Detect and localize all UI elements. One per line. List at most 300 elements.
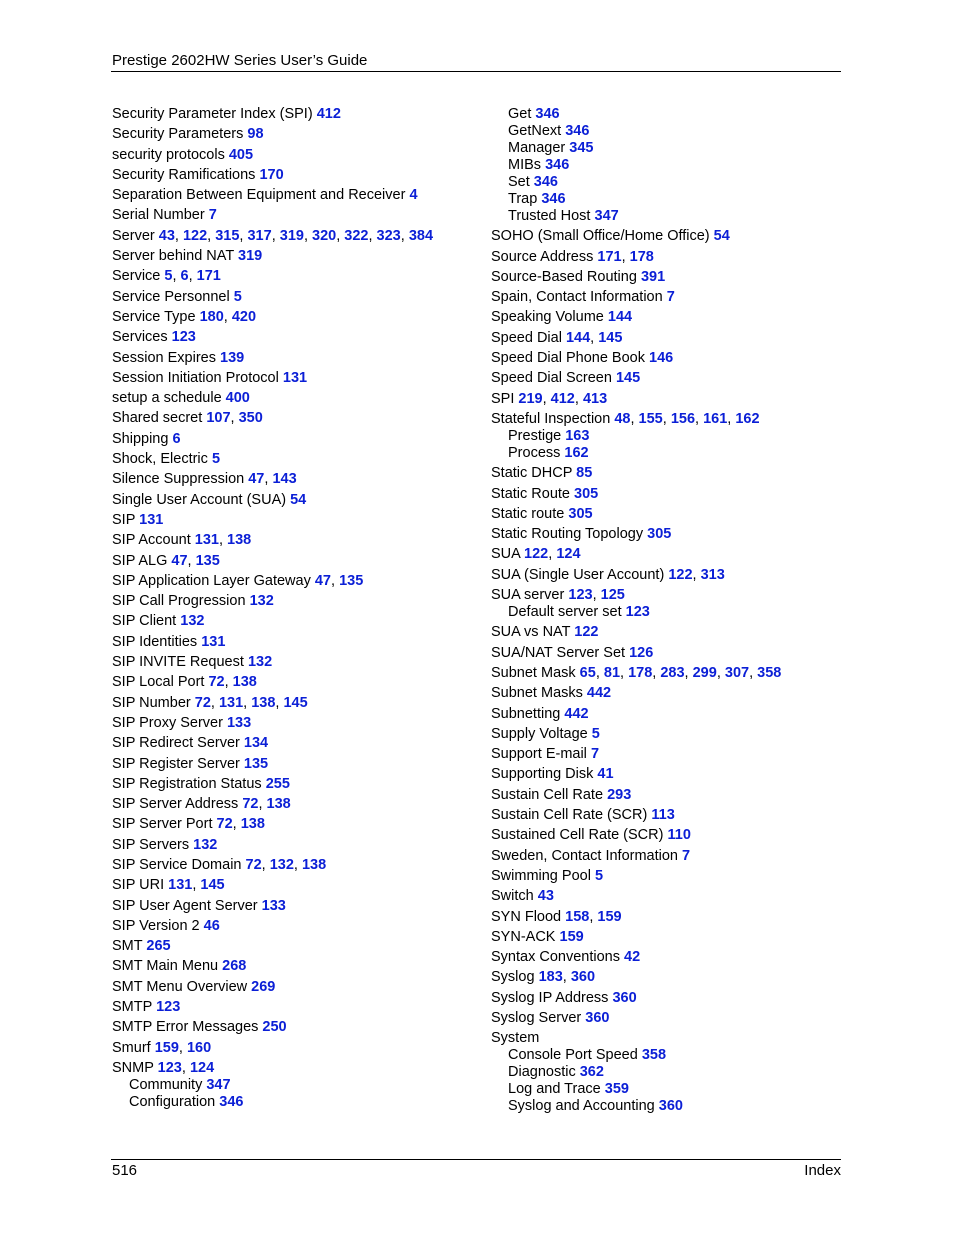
index-term: SIP (112, 511, 136, 528)
header-rule (111, 71, 841, 72)
page-link[interactable]: 122 (182, 227, 208, 244)
index-entry (491, 587, 841, 604)
page-link[interactable]: 159 (559, 928, 584, 945)
page-link[interactable]: 171 (196, 268, 221, 285)
index-entry (112, 999, 482, 1016)
index-term: SIP Registration Status (112, 775, 262, 792)
index-entry (491, 269, 841, 286)
index-term: Supporting Disk (491, 766, 594, 783)
page-link[interactable]: 134 (243, 735, 269, 752)
index-term: Set (508, 174, 530, 190)
page-refs (534, 174, 558, 190)
page-link[interactable]: 143 (272, 471, 297, 488)
page-link[interactable]: 132 (269, 856, 294, 873)
index-term: Security Parameters (112, 126, 244, 143)
index-term: Spain, Contact Information (491, 289, 663, 306)
index-entry (491, 506, 841, 523)
page-link[interactable]: 133 (226, 714, 252, 731)
page-link[interactable]: 161 (703, 410, 728, 427)
index-entry (491, 567, 841, 584)
page-link[interactable]: 138 (266, 796, 291, 813)
index-term: SUA (Single User Account) (491, 566, 665, 583)
page-link[interactable]: 293 (607, 786, 632, 803)
page-link[interactable]: 132 (193, 836, 218, 853)
index-term: Sustained Cell Rate (SCR) (491, 827, 664, 844)
page-link[interactable]: 250 (262, 1019, 287, 1036)
page-refs (651, 807, 674, 823)
index-entry (491, 827, 841, 844)
page-link[interactable]: 158 (565, 908, 590, 925)
page-link[interactable]: 122 (574, 624, 599, 641)
page-refs: 180, 420 (199, 308, 257, 325)
index-subentry (491, 1047, 841, 1064)
page-refs (250, 593, 274, 609)
page-refs: 47, 135 (314, 572, 364, 589)
index-term: SIP Client (112, 613, 177, 630)
page-link[interactable]: 46 (203, 917, 220, 934)
page-link[interactable]: 41 (597, 766, 614, 783)
page-link[interactable]: 159 (154, 1039, 179, 1056)
page-link[interactable]: 72 (194, 694, 211, 711)
page-link[interactable]: 123 (625, 604, 650, 621)
page-link[interactable]: 42 (624, 949, 641, 966)
page-refs: 48, 155, 156, 161, 162 (614, 410, 760, 427)
page-link[interactable]: 5 (594, 867, 604, 884)
page-link[interactable]: 7 (208, 207, 217, 224)
index-term: Separation Between Equipment and Receiver (112, 187, 406, 204)
index-subentry (491, 191, 841, 208)
page-link[interactable]: 131 (282, 369, 308, 386)
page-link[interactable]: 131 (194, 532, 219, 549)
page-link[interactable]: 162 (735, 410, 760, 427)
page-link[interactable]: 360 (658, 1098, 683, 1115)
page-refs (244, 735, 268, 751)
index-entry (112, 431, 482, 448)
page-refs (667, 289, 675, 305)
page-refs (682, 848, 690, 864)
page-link[interactable]: 131 (218, 694, 244, 711)
page-link[interactable]: 405 (228, 146, 254, 163)
page-refs: 107, 350 (206, 410, 263, 427)
page-link[interactable]: 85 (576, 465, 593, 482)
index-term: Syslog IP Address (491, 989, 609, 1006)
index-term: SIP User Agent Server (112, 897, 258, 914)
page-link[interactable]: 155 (638, 410, 663, 427)
page-link[interactable]: 391 (640, 268, 666, 285)
index-term: security protocols (112, 146, 225, 163)
index-entry (112, 776, 482, 793)
page-link[interactable]: 43 (158, 227, 175, 244)
page-link[interactable]: 65 (579, 664, 596, 681)
page-link[interactable]: 139 (220, 349, 245, 366)
page-link[interactable]: 135 (243, 755, 269, 772)
page-link[interactable]: 54 (290, 491, 307, 508)
index-entry (112, 958, 482, 975)
page-link[interactable]: 5 (591, 725, 600, 742)
index-entry (491, 888, 841, 905)
index-entry (112, 938, 482, 955)
page-link[interactable]: 160 (186, 1039, 212, 1056)
index-entry (112, 370, 482, 387)
index-term: Subnet Mask (491, 664, 576, 681)
page-refs (248, 654, 272, 670)
page-link[interactable]: 322 (344, 227, 369, 244)
page-link[interactable]: 362 (579, 1064, 604, 1081)
page-refs (172, 431, 180, 447)
index-entry (112, 512, 482, 529)
page-number: 516 (112, 1162, 138, 1179)
index-term: System (491, 1030, 540, 1047)
page-refs (266, 776, 290, 792)
index-term: Get (508, 106, 532, 122)
page-link[interactable]: 255 (265, 775, 290, 792)
page-link[interactable]: 171 (597, 248, 622, 265)
page-link[interactable]: 359 (604, 1081, 629, 1098)
page-refs: 65, 81, 178, 283, 299, 307, 358 (579, 664, 782, 681)
page-link[interactable]: 43 (537, 888, 554, 905)
index-term: SMT Menu Overview (112, 978, 248, 995)
section-name: Index (804, 1162, 841, 1179)
index-entry (112, 1060, 482, 1077)
page-link[interactable]: 347 (206, 1076, 231, 1093)
page-link[interactable]: 346 (541, 191, 566, 207)
index-term: MIBs (508, 157, 542, 173)
index-entry (112, 715, 482, 732)
page-refs (641, 269, 665, 285)
page-link[interactable]: 138 (251, 694, 276, 711)
page-link[interactable]: 98 (247, 126, 264, 143)
page-link[interactable]: 345 (569, 140, 594, 156)
page-link[interactable]: 138 (301, 856, 327, 873)
page-refs (146, 938, 170, 954)
page-link[interactable]: 7 (590, 746, 600, 763)
index-subentry (491, 106, 841, 123)
page-link[interactable]: 420 (231, 308, 257, 325)
page-link[interactable]: 138 (227, 532, 252, 549)
page-link[interactable]: 320 (312, 227, 337, 244)
page-link[interactable]: 412 (316, 106, 341, 122)
index-term: Speed Dial Phone Book (491, 350, 645, 367)
index-subentry (491, 1064, 841, 1081)
page-refs (247, 126, 263, 142)
page-refs (251, 979, 275, 995)
page-refs (612, 990, 636, 1006)
page-link[interactable]: 319 (279, 227, 304, 244)
index-entry (112, 268, 482, 285)
page-link[interactable]: 315 (215, 227, 240, 244)
page-link[interactable]: 72 (245, 856, 262, 873)
index-subentry (491, 140, 841, 157)
page-link[interactable]: 132 (180, 613, 205, 630)
page-link[interactable]: 138 (240, 816, 265, 833)
index-term: SIP Application Layer Gateway (112, 572, 311, 589)
index-term: Silence Suppression (112, 471, 245, 488)
page-link[interactable]: 4 (409, 187, 418, 204)
page-refs (220, 350, 244, 366)
index-term: Service Personnel (112, 288, 230, 305)
page-link[interactable]: 162 (564, 444, 589, 461)
page-link[interactable]: 265 (146, 938, 171, 955)
page-link[interactable]: 7 (666, 289, 675, 306)
page-refs (560, 929, 584, 945)
page-link[interactable]: 125 (600, 587, 625, 604)
page-refs (580, 1064, 604, 1080)
page-link[interactable]: 313 (700, 566, 725, 583)
index-entry (112, 979, 482, 996)
page-link[interactable]: 178 (629, 248, 654, 265)
page-link[interactable]: 6 (180, 268, 189, 285)
page-link[interactable]: 54 (713, 228, 730, 245)
page-refs (564, 445, 588, 461)
page-link[interactable]: 442 (564, 705, 589, 722)
index-term: SMT (112, 938, 143, 955)
page-link[interactable]: 123 (568, 587, 593, 604)
page-link[interactable]: 170 (259, 166, 284, 183)
page-link[interactable]: 412 (550, 390, 575, 407)
index-entry (112, 532, 482, 549)
page-link[interactable]: 7 (682, 847, 691, 864)
index-term: Sweden, Contact Information (491, 847, 678, 864)
page-refs: 158, 159 (565, 908, 622, 925)
page-link[interactable]: 131 (139, 511, 164, 528)
index-term: Swimming Pool (491, 867, 591, 884)
page-link[interactable]: 350 (238, 410, 263, 427)
page-link[interactable]: 305 (647, 526, 672, 543)
index-term: Supply Voltage (491, 725, 588, 742)
page-link[interactable]: 305 (568, 505, 593, 522)
index-entry (491, 645, 841, 662)
page-link[interactable]: 346 (565, 123, 590, 139)
page-link[interactable]: 5 (164, 268, 173, 285)
index-term: Speed Dial (491, 329, 562, 346)
index-term: Security Ramifications (112, 166, 256, 183)
page-refs (535, 106, 559, 122)
index-entry (112, 147, 482, 164)
index-term: Security Parameter Index (SPI) (112, 106, 313, 122)
index-term: Service Type (112, 308, 196, 325)
page-link[interactable]: 145 (200, 877, 225, 894)
page-refs: 183, 360 (538, 969, 596, 986)
page-refs (244, 756, 268, 772)
page-refs (585, 1010, 609, 1026)
page-link[interactable]: 163 (565, 427, 590, 444)
page-refs (659, 1098, 683, 1114)
page-refs (591, 746, 599, 762)
index-term: Static route (491, 505, 565, 522)
index-entry (112, 756, 482, 773)
page-link[interactable]: 107 (206, 410, 231, 427)
index-term: Log and Trace (508, 1081, 601, 1098)
page-refs: 72, 132, 138 (245, 856, 327, 873)
index-term: Server (112, 227, 155, 244)
page-link[interactable]: 6 (172, 430, 181, 447)
page-refs (608, 309, 632, 325)
page-link[interactable]: 307 (724, 664, 750, 681)
index-entry (491, 929, 841, 946)
index-entry (112, 877, 482, 894)
page-refs (283, 370, 307, 386)
page-link[interactable]: 138 (232, 674, 257, 691)
index-entry (112, 126, 482, 143)
page-link[interactable]: 5 (211, 451, 221, 468)
index-term: Services (112, 329, 168, 346)
page-link[interactable]: 219 (518, 390, 543, 407)
page-refs: 43, 122, 315, 317, 319, 320, 322, 323, 384 (158, 227, 434, 244)
index-term: SIP Server Port (112, 816, 213, 833)
index-entry (491, 787, 841, 804)
page-refs (212, 451, 220, 467)
page-link[interactable]: 145 (615, 370, 641, 387)
page-link[interactable]: 384 (408, 227, 434, 244)
page-link[interactable]: 317 (247, 227, 272, 244)
index-entry (112, 1019, 482, 1036)
index-term: SIP ALG (112, 552, 168, 569)
index-entry (112, 674, 482, 691)
index-term: Stateful Inspection (491, 410, 611, 427)
page-link[interactable]: 299 (692, 664, 717, 681)
page-refs: 72, 138 (216, 816, 265, 833)
index-entry (112, 857, 482, 874)
page-link[interactable]: 72 (242, 796, 259, 813)
index-term: Default server set (508, 604, 622, 621)
page-refs: 72, 131, 138, 145 (194, 694, 308, 711)
page-link[interactable]: 283 (660, 664, 685, 681)
page-link[interactable]: 135 (339, 572, 364, 589)
index-column-right (491, 106, 841, 1115)
page-link[interactable]: 132 (249, 593, 274, 610)
page-link[interactable]: 360 (612, 989, 637, 1006)
page-link[interactable]: 400 (225, 390, 250, 407)
page-link[interactable]: 346 (219, 1093, 244, 1110)
page-link[interactable]: 122 (524, 546, 549, 563)
index-entry (112, 167, 482, 184)
index-entry (491, 391, 841, 408)
page-link[interactable]: 268 (222, 958, 247, 975)
index-term: Prestige (508, 427, 562, 444)
page-link[interactable]: 323 (376, 227, 401, 244)
index-term: SIP Servers (112, 836, 190, 853)
page-link[interactable]: 132 (247, 654, 273, 671)
page-link[interactable]: 346 (533, 174, 558, 190)
index-entry (491, 486, 841, 503)
page-link[interactable]: 144 (607, 309, 633, 326)
index-subentry (491, 1081, 841, 1098)
index-term: SYN-ACK (491, 928, 556, 945)
page-link[interactable]: 346 (545, 157, 570, 173)
page-refs: 144, 145 (565, 329, 623, 346)
page-link[interactable]: 144 (565, 329, 591, 346)
page-link[interactable]: 72 (216, 816, 233, 833)
page-refs (238, 248, 262, 264)
page-link[interactable]: 47 (314, 572, 331, 589)
page-refs: 47, 135 (171, 552, 220, 569)
index-term: SPI (491, 390, 515, 407)
page-link[interactable]: 360 (585, 1009, 610, 1026)
page-link[interactable]: 113 (651, 807, 675, 824)
page-link[interactable]: 305 (574, 485, 599, 502)
page-link[interactable]: 124 (556, 546, 581, 563)
page-link[interactable]: 413 (582, 390, 608, 407)
index-term: SNMP (112, 1059, 154, 1076)
page-refs (317, 106, 341, 122)
index-entry (112, 187, 482, 204)
index-term: Shock, Electric (112, 451, 208, 468)
index-entry (112, 735, 482, 752)
index-term: Service (112, 268, 161, 285)
index-term: SIP INVITE Request (112, 654, 244, 671)
page-refs (569, 140, 593, 156)
index-term: SIP Identities (112, 633, 198, 650)
index-term: SUA (491, 546, 521, 563)
index-entry (491, 665, 841, 682)
page-link[interactable]: 110 (667, 827, 691, 844)
page-link[interactable]: 135 (195, 552, 220, 569)
page-link[interactable]: 5 (233, 288, 242, 305)
page-link[interactable]: 48 (614, 410, 631, 427)
page-link[interactable]: 126 (629, 644, 654, 661)
page-link[interactable]: 133 (261, 897, 286, 914)
page-link[interactable]: 346 (535, 106, 560, 122)
index-entry (491, 909, 841, 926)
page-refs: 171, 178 (597, 248, 654, 265)
page-link[interactable]: 180 (199, 308, 224, 325)
page-link[interactable]: 358 (641, 1047, 667, 1064)
page-refs (624, 949, 640, 965)
page-refs (595, 208, 619, 224)
page-link[interactable]: 81 (603, 664, 621, 681)
page-link[interactable]: 146 (649, 350, 674, 367)
page-link[interactable]: 183 (538, 969, 563, 986)
page-link[interactable]: 124 (189, 1059, 215, 1076)
index-entry (491, 249, 841, 266)
page-link[interactable]: 347 (594, 208, 619, 224)
page-link[interactable]: 358 (757, 664, 782, 681)
page-link[interactable]: 360 (570, 969, 596, 986)
page-refs (227, 715, 251, 731)
index-term: Switch (491, 888, 534, 905)
index-entry (112, 898, 482, 915)
page-link[interactable]: 47 (248, 471, 265, 488)
page-refs (409, 187, 417, 203)
page-link[interactable]: 123 (171, 329, 196, 346)
page-link[interactable]: 156 (670, 410, 696, 427)
index-entry (491, 848, 841, 865)
index-entry (112, 329, 482, 346)
page-link[interactable]: 47 (171, 552, 188, 569)
page-link[interactable]: 178 (628, 664, 653, 681)
page-link[interactable]: 145 (283, 694, 308, 711)
index-term: Speaking Volume (491, 309, 604, 326)
index-entry (112, 248, 482, 265)
page-link[interactable]: 319 (238, 248, 263, 265)
page-link[interactable]: 123 (157, 1059, 182, 1076)
page-link[interactable]: 123 (156, 999, 181, 1016)
page-link[interactable]: 269 (251, 978, 276, 995)
page-link[interactable]: 159 (597, 908, 622, 925)
page-link[interactable]: 442 (586, 685, 612, 702)
index-term: SIP URI (112, 877, 165, 894)
index-term: SUA vs NAT (491, 624, 571, 641)
page-refs: 123, 124 (157, 1059, 215, 1076)
page-link[interactable]: 122 (668, 566, 693, 583)
page-link[interactable]: 131 (201, 633, 226, 650)
page-link[interactable]: 145 (598, 329, 623, 346)
index-term: Configuration (129, 1093, 216, 1110)
page-link[interactable]: 131 (168, 877, 193, 894)
page-link[interactable]: 72 (208, 674, 225, 691)
index-term: Console Port Speed (508, 1047, 638, 1064)
page-refs (668, 827, 691, 843)
